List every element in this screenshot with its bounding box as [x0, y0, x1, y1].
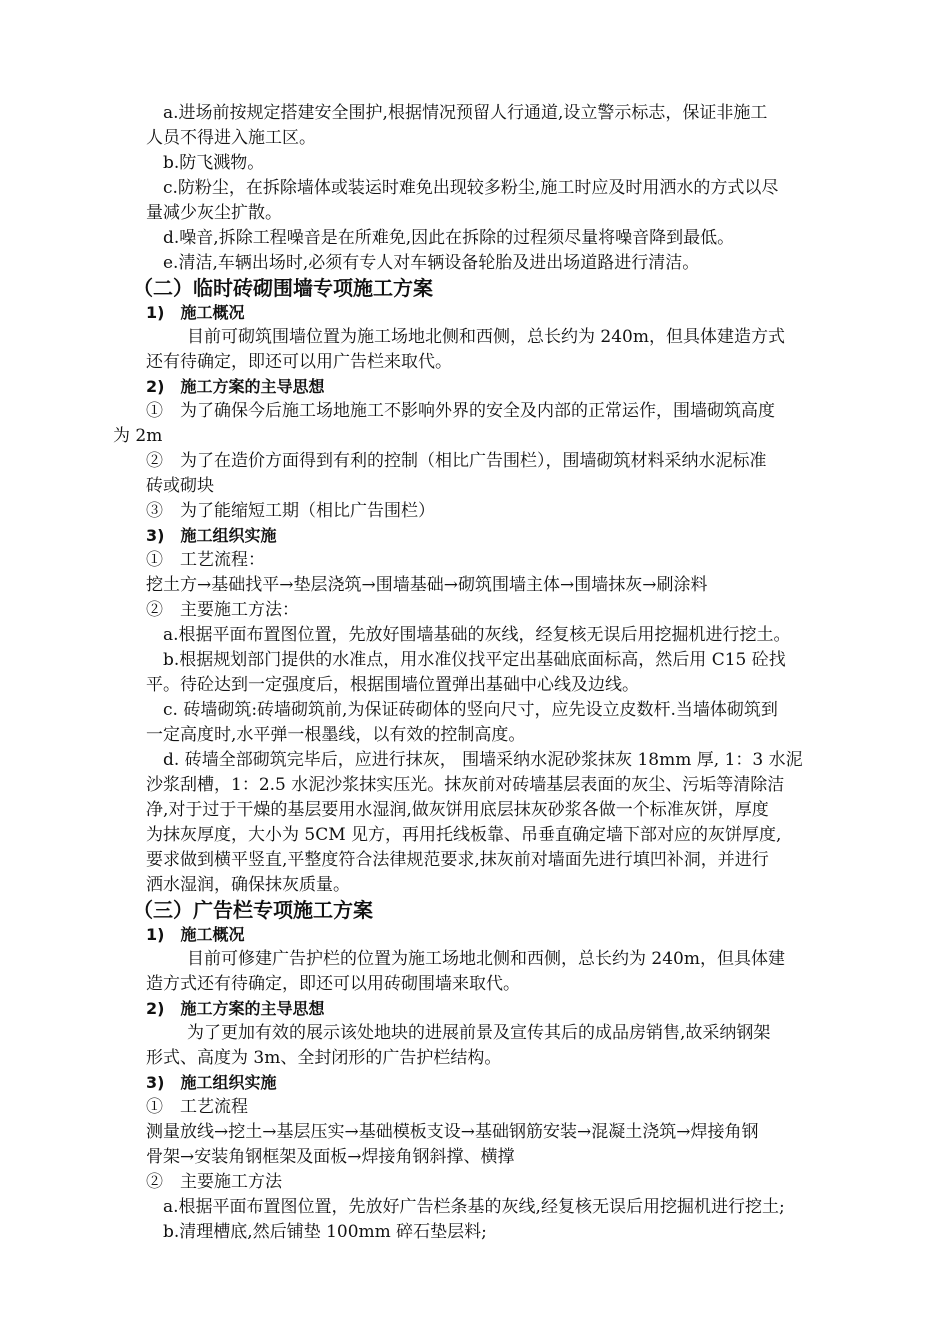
paragraph-line: 还有待确定，即还可以用广告栏来取代。 [146, 352, 452, 372]
list-item: ② 主要施工方法 [146, 1172, 282, 1192]
list-item: ① 为了确保今后施工场地施工不影响外界的安全及内部的正常运作，围墙砌筑高度 [146, 401, 775, 421]
paragraph-line: 形式、高度为 3m、全封闭形的广告护栏结构。 [146, 1048, 502, 1068]
section-heading: （二）临时砖砌围墙专项施工方案 [133, 276, 433, 300]
paragraph-line: e.清洁,车辆出场时,必须有专人对车辆设备轮胎及进出场道路进行清洁。 [163, 253, 700, 273]
paragraph-line: a.根据平面布置图位置，先放好围墙基础的灰线，经复核无误后用挖掘机进行挖土。 [163, 625, 791, 645]
paragraph-line: 为了更加有效的展示该处地块的进展前景及宣传其后的成品房销售,故采纳钢架 [187, 1023, 771, 1043]
paragraph-line: 造方式还有待确定，即还可以用砖砌围墙来取代。 [146, 974, 520, 994]
paragraph-line: 净,对于过于干燥的基层要用水湿润,做灰饼用底层抹灰砂浆各做一个标准灰饼，厚度 [146, 800, 769, 820]
paragraph-line: 量减少灰尘扩散。 [146, 203, 282, 223]
paragraph-line: 平。待砼达到一定强度后，根据围墙位置弹出基础中心线及边线。 [146, 675, 639, 695]
paragraph-line: d.噪音,拆除工程噪音是在所难免,因此在拆除的过程须尽量将噪音降到最低。 [163, 228, 735, 248]
paragraph-line: b.清理槽底,然后铺垫 100mm 碎石垫层料; [163, 1222, 487, 1242]
list-item: ② 为了在造价方面得到有利的控制（相比广告围栏），围墙砌筑材料采纳水泥标准 [146, 451, 767, 471]
process-flow: 测量放线→挖土→基层压实→基础模板支设→基础钢筋安装→混凝土浇筑→焊接角钢 [146, 1122, 759, 1142]
paragraph-line: 洒水湿润，确保抹灰质量。 [146, 875, 350, 895]
paragraph-line: c.防粉尘，在拆除墙体或装运时难免出现较多粉尘,施工时应及时用洒水的方式以尽 [163, 178, 779, 198]
paragraph-line: a.根据平面布置图位置，先放好广告栏条基的灰线,经复核无误后用挖掘机进行挖土; [163, 1197, 785, 1217]
paragraph-line: 目前可砌筑围墙位置为施工场地北侧和西侧，总长约为 240m，但具体建造方式 [187, 327, 785, 347]
process-flow: 挖土方→基础找平→垫层浇筑→围墙基础→砌筑围墙主体→围墙抹灰→刷涂料 [146, 575, 708, 595]
subsection-heading: 1) 施工概况 [146, 925, 245, 944]
subsection-heading: 2) 施工方案的主导思想 [146, 999, 325, 1018]
subsection-heading: 2) 施工方案的主导思想 [146, 377, 325, 396]
paragraph-line: 沙浆刮槽，1：2.5 水泥沙浆抹实压光。抹灰前对砖墙基层表面的灰尘、污垢等清除洁 [146, 775, 785, 795]
paragraph-line: 一定高度时,水平弹一根墨线，以有效的控制高度。 [146, 725, 526, 745]
paragraph-line: 人员不得进入施工区。 [146, 128, 316, 148]
subsection-heading: 3) 施工组织实施 [146, 526, 277, 545]
paragraph-line: b.根据规划部门提供的水准点，用水准仪找平定出基础底面标高，然后用 C15 砼找 [163, 650, 786, 670]
subsection-heading: 3) 施工组织实施 [146, 1073, 277, 1092]
list-item: ① 工艺流程： [146, 550, 265, 570]
list-item: ① 工艺流程 [146, 1097, 248, 1117]
list-item-continuation: 为 2m [113, 426, 163, 446]
subsection-heading: 1) 施工概况 [146, 303, 245, 322]
paragraph-line: 目前可修建广告护栏的位置为施工场地北侧和西侧，总长约为 240m，但具体建 [187, 949, 785, 969]
paragraph-line: d. 砖墙全部砌筑完毕后，应进行抹灰， 围墙采纳水泥砂浆抹灰 18mm 厚, 1：3 水泥 [163, 750, 803, 770]
list-item: ③ 为了能缩短工期（相比广告围栏） [146, 501, 435, 521]
paragraph-line: b.防飞溅物。 [163, 153, 265, 173]
paragraph-line: c. 砖墙砌筑:砖墙砌筑前,为保证砖砌体的竖向尺寸，应先设立皮数杆.当墙体砌筑到 [163, 700, 778, 720]
section-heading: （三）广告栏专项施工方案 [133, 898, 373, 922]
process-flow: 骨架→安装角钢框架及面板→焊接角钢斜撑、横撑 [146, 1147, 515, 1167]
paragraph-line: 要求做到横平竖直,平整度符合法律规范要求,抹灰前对墙面先进行填凹补洞，并进行 [146, 850, 769, 870]
list-item-continuation: 砖或砌块 [146, 476, 214, 496]
list-item: ② 主要施工方法： [146, 600, 299, 620]
paragraph-line: a.进场前按规定搭建安全围护,根据情况预留人行通道,设立警示标志，保证非施工 [163, 103, 768, 123]
paragraph-line: 为抹灰厚度，大小为 5CM 见方，再用托线板靠、吊垂直确定墙下部对应的灰饼厚度, [146, 825, 782, 845]
